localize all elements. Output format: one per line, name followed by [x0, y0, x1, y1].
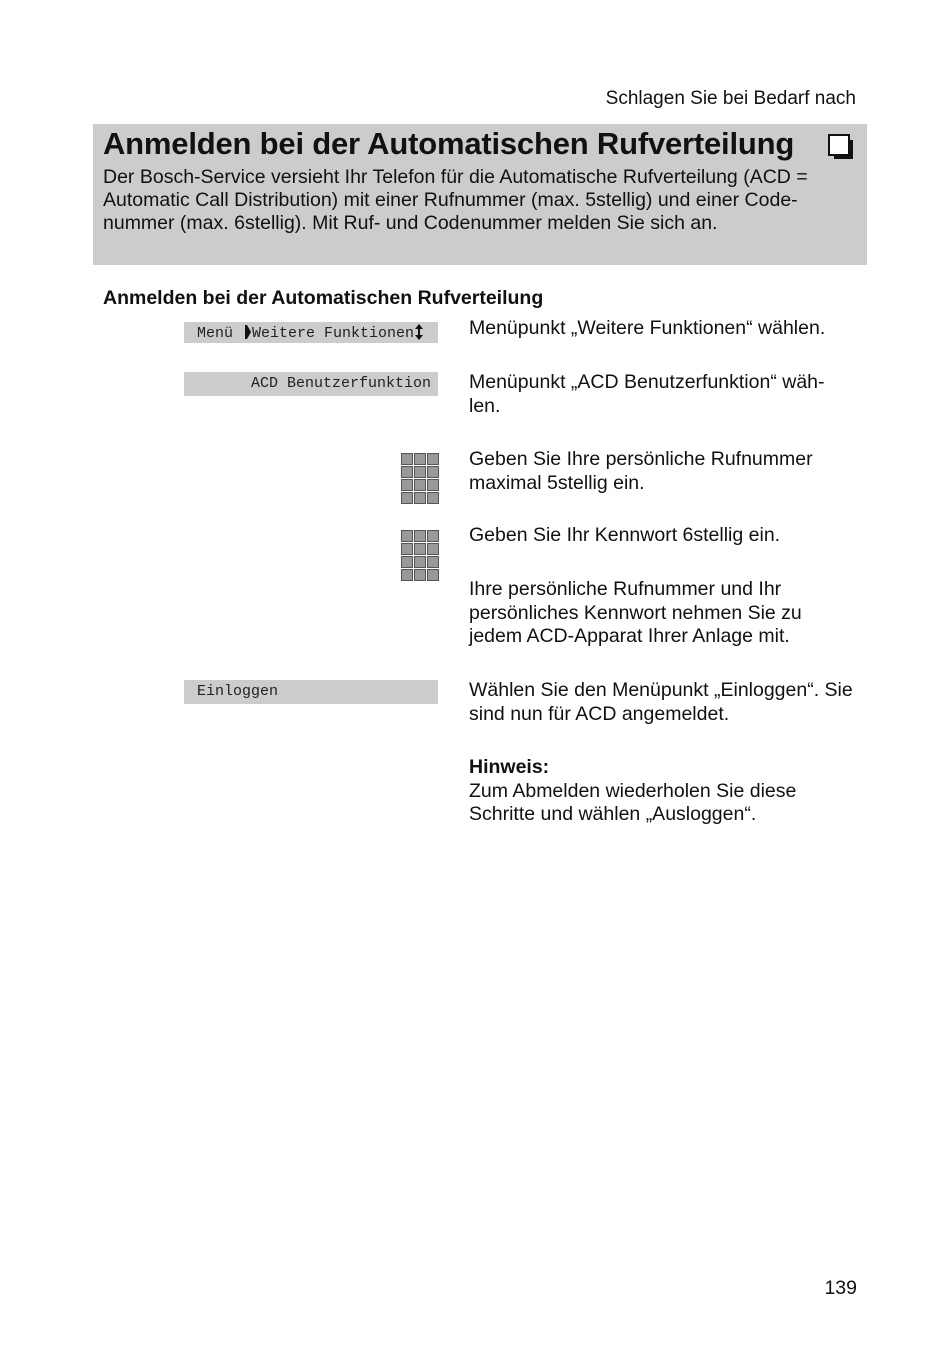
- display-menu-weitere-funktionen: [184, 322, 438, 343]
- page-number: 139: [824, 1277, 857, 1299]
- step-instruction: Menüpunkt „Weitere Funktionen“ wählen.: [469, 317, 826, 339]
- step-instruction: Ihre persönliche Rufnummer und Ihr persönliches Kennwort nehmen Sie zu jedem ACD-Apparat Ihrer Anlage mit.: [469, 578, 802, 647]
- step-instruction: Geben Sie Ihr Kennwort 6stellig ein.: [469, 524, 781, 546]
- page-header-note: Schlagen Sie bei Bedarf nach: [605, 88, 856, 109]
- up-down-arrow-icon: [414, 324, 424, 340]
- step-instruction: Wählen Sie den Menüpunkt „Einloggen“. Sie sind nun für ACD angemeldet.: [469, 679, 853, 725]
- display-einloggen: Einloggen: [184, 680, 438, 704]
- selection-arrow-icon: [242, 324, 252, 340]
- section-heading: Anmelden bei der Automatischen Rufverteilung: [103, 287, 544, 309]
- title-banner: [93, 124, 867, 265]
- step-instruction: Menüpunkt „ACD Benutzerfunktion“ wäh-len.: [469, 371, 825, 417]
- hint-block: [469, 756, 854, 827]
- hint-title: Hinweis:: [469, 756, 550, 778]
- checkbox-icon: [828, 134, 854, 160]
- display-acd-benutzerfunktion: ACD Benutzerfunktion: [184, 372, 438, 396]
- intro-paragraph: Der Bosch-Service versieht Ihr Telefon für die Automatische Rufverteilung (ACD = Automatic Call Distribution) mit einer Rufnummer (max. 5stellig) und einer Code-nummer (max. 6stellig). Mit Ruf- und Codenummer melden Sie sich an.: [103, 166, 808, 234]
- page-title: Anmelden bei der Automatischen Rufverteilung: [103, 126, 795, 161]
- display-menu-prefix: Menü: [197, 325, 234, 342]
- display-menu-item: Weitere Funktionen: [252, 325, 415, 342]
- hint-text: Zum Abmelden wiederholen Sie diese Schritte und wählen „Ausloggen“.: [469, 779, 797, 825]
- keypad-icon: [401, 530, 440, 581]
- keypad-icon: [401, 453, 440, 504]
- step-instruction: Geben Sie Ihre persönliche Rufnummer maximal 5stellig ein.: [469, 448, 813, 494]
